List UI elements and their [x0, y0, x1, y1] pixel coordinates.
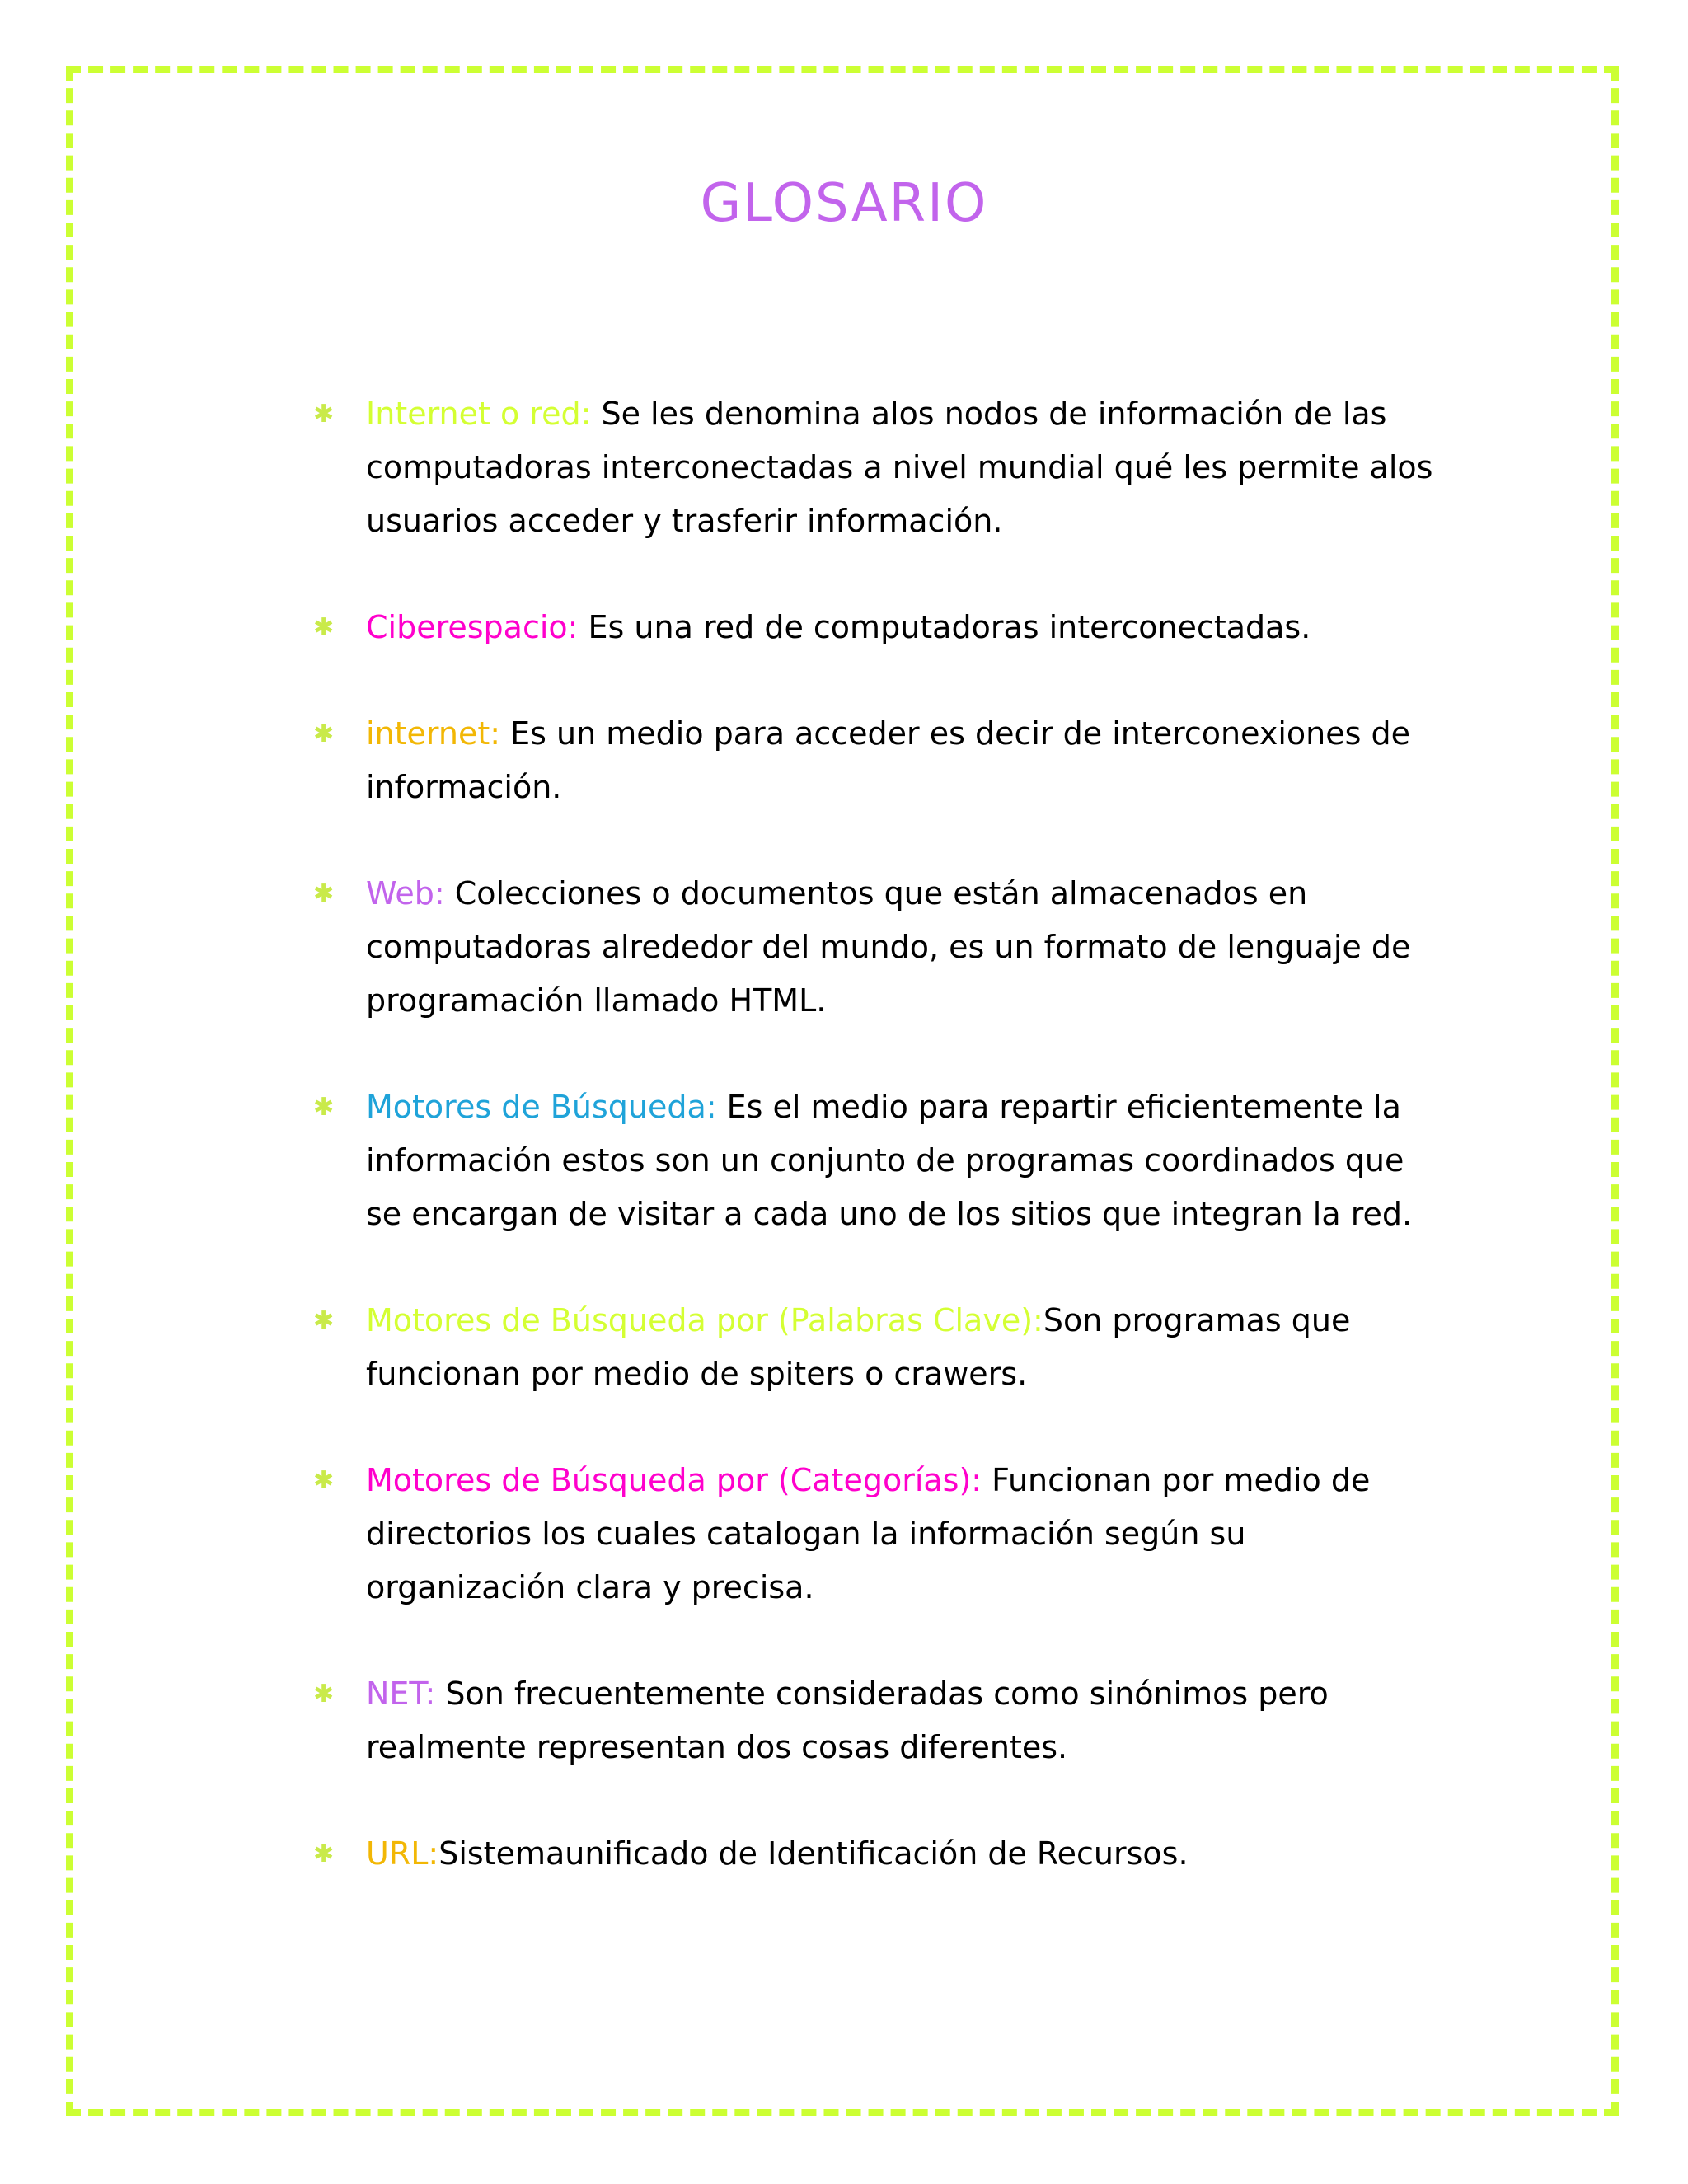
- glossary-definition: Se les denomina alos nodos de información de las computadoras interconectadas a nivel mundial qué les permite alos usuarios acceder y trasferir información.: [366, 396, 1433, 539]
- glossary-definition: Es el medio para repartir eficientemente la información estos son un conjunto de programas coordinados que se encargan de visitar a cada uno de los sitios que integran la red.: [366, 1089, 1413, 1232]
- glossary-definition: Colecciones o documentos que están almacenados en computadoras alrededor del mundo, es un formato de lenguaje de programación llamado HTML.: [366, 875, 1411, 1019]
- glossary-definition: Es un medio para acceder es decir de interconexiones de información.: [366, 715, 1410, 805]
- asterisk-bullet-icon: ✱: [313, 400, 335, 429]
- glossary-entry: [313, 1454, 1434, 1615]
- glossary-term: internet:: [366, 715, 501, 752]
- glossary-entry: [313, 601, 1434, 654]
- glossary-list: [313, 387, 1434, 1933]
- asterisk-bullet-icon: ✱: [313, 1306, 335, 1335]
- asterisk-bullet-icon: ✱: [313, 1466, 335, 1495]
- glossary-term: URL:: [366, 1835, 439, 1872]
- asterisk-bullet-icon: ✱: [313, 1093, 335, 1122]
- glossary-definition: Es una red de computadoras interconectadas.: [578, 609, 1311, 645]
- glossary-entry: [313, 1294, 1434, 1401]
- asterisk-bullet-icon: ✱: [313, 719, 335, 748]
- glossary-entry: [313, 1080, 1434, 1241]
- glossary-definition: Son programas que funcionan por medio de spiters o crawers.: [366, 1302, 1351, 1392]
- page-title: GLOSARIO: [700, 173, 988, 234]
- glossary-entry: [313, 707, 1434, 814]
- asterisk-bullet-icon: ✱: [313, 879, 335, 908]
- glossary-term: Motores de Búsqueda por (Categorías):: [366, 1462, 982, 1498]
- glossary-definition: Sistemaunificado de Identificación de Recursos.: [438, 1835, 1189, 1872]
- glossary-entry: [313, 387, 1434, 548]
- asterisk-bullet-icon: ✱: [313, 1680, 335, 1708]
- glossary-term: Motores de Búsqueda por (Palabras Clave):: [366, 1302, 1043, 1338]
- glossary-entry: [313, 1827, 1434, 1881]
- glossary-term: Motores de Búsqueda:: [366, 1089, 717, 1125]
- glossary-term: Internet o red:: [366, 396, 592, 432]
- glossary-definition: Funcionan por medio de directorios los cuales catalogan la información según su organización clara y precisa.: [366, 1462, 1371, 1605]
- glossary-definition: Son frecuentemente consideradas como sinónimos pero realmente representan dos cosas diferentes.: [366, 1675, 1329, 1765]
- glossary-term: Web:: [366, 875, 445, 912]
- glossary-term: NET:: [366, 1675, 436, 1712]
- asterisk-bullet-icon: ✱: [313, 613, 335, 642]
- glossary-term: Ciberespacio:: [366, 609, 579, 645]
- asterisk-bullet-icon: ✱: [313, 1840, 335, 1868]
- glossary-entry: [313, 867, 1434, 1028]
- glossary-entry: [313, 1667, 1434, 1774]
